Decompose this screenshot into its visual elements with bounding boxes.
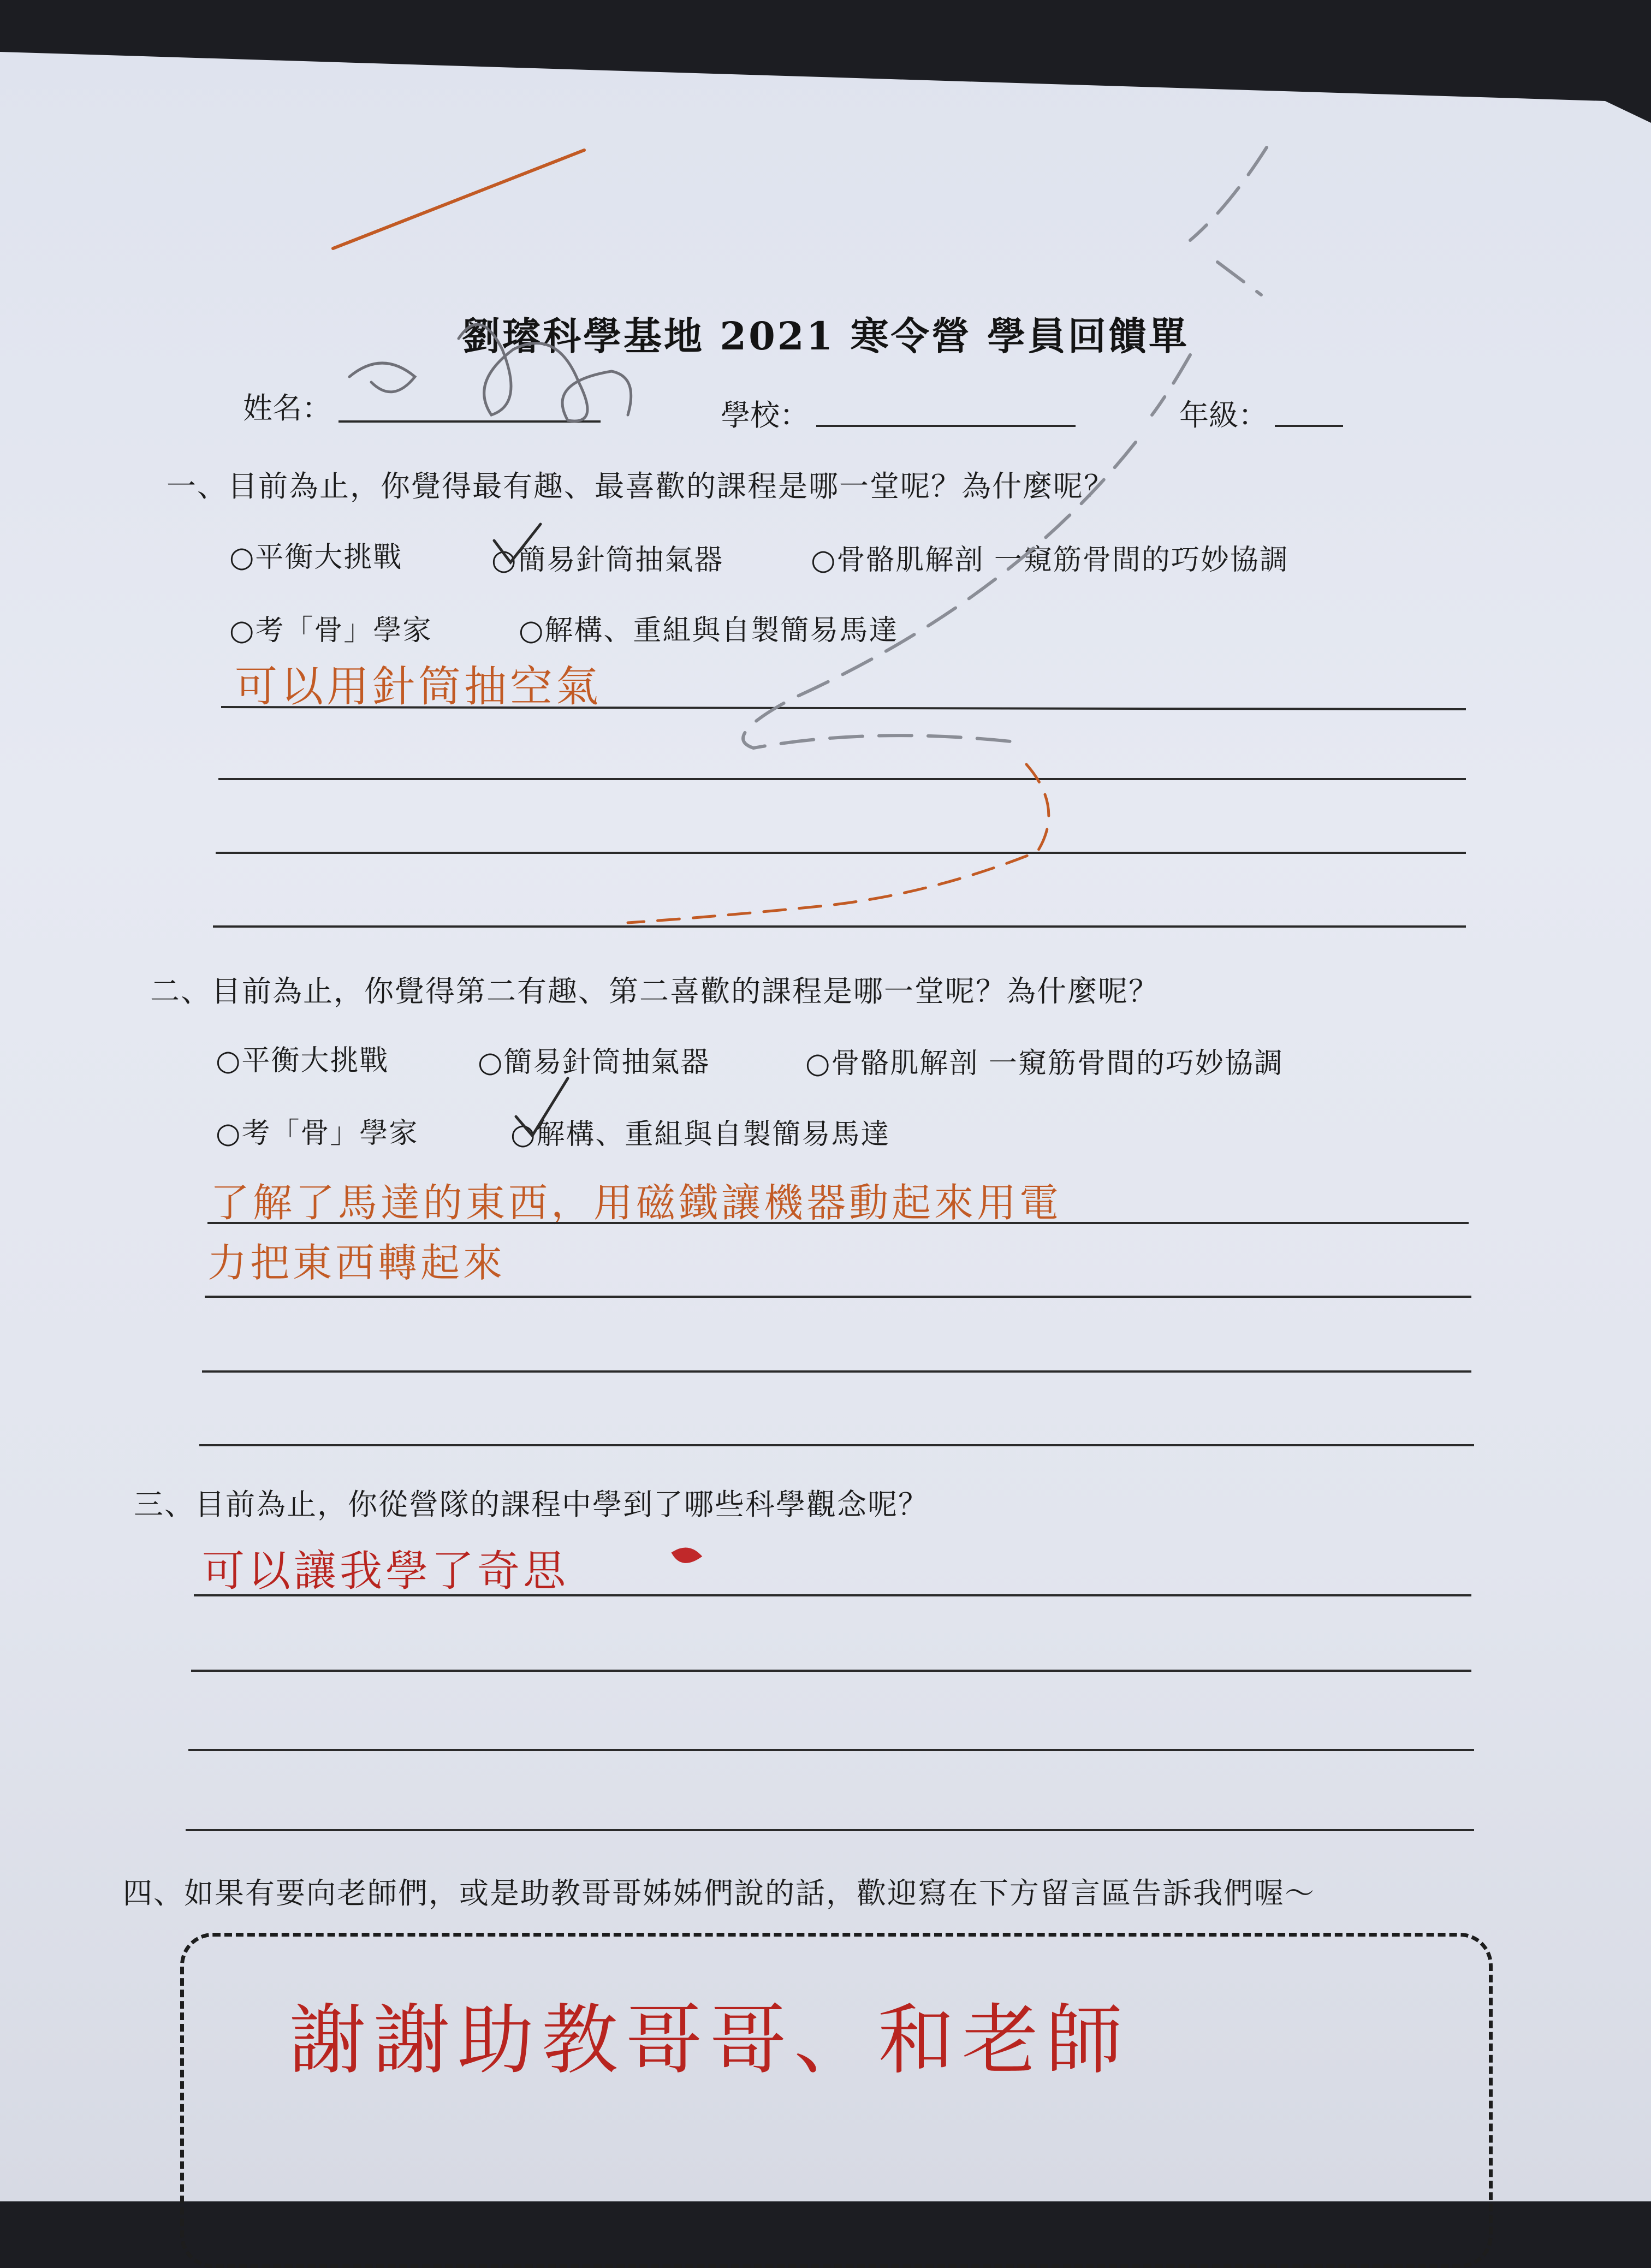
q3-answer-line-2 <box>191 1670 1471 1672</box>
q2-answer-line-1 <box>207 1222 1469 1224</box>
school-field-line <box>816 425 1076 427</box>
q2-option-motor: ○解構、重組與自製簡易馬達 <box>510 1118 890 1151</box>
message-handwritten: 謝謝助教哥哥、和老師 <box>289 1996 1131 2085</box>
q2-option-archaeology: ○考「骨」學家 <box>216 1117 419 1150</box>
q2-answer-line-2 <box>205 1296 1471 1298</box>
q1-option-anatomy: ○骨骼肌解剖 一窺筋骨間的巧妙協調 <box>811 544 1289 577</box>
q2-option-balance: ○平衡大挑戰 <box>216 1044 389 1077</box>
name-field-line <box>338 420 601 423</box>
q2-handwritten-answer-line2: 力把東西轉起來 <box>207 1240 506 1286</box>
question-1: 一、目前為止，你覺得最有趣、最喜歡的課程是哪一堂呢？為什麼呢？ <box>167 469 1114 503</box>
q3-answer-line-4 <box>186 1829 1474 1831</box>
question-3: 三、目前為止，你從營隊的課程中學到了哪些科學觀念呢？ <box>134 1487 929 1522</box>
q2-handwritten-answer-line1: 了解了馬達的東西，用磁鐵讓機器動起來用電 <box>210 1180 1062 1226</box>
form-title: 劉璿科學基地 2021 寒令營 學員回饋單 <box>462 313 1189 359</box>
q2-answer-line-4 <box>199 1444 1474 1446</box>
q1-option-archaeology: ○考「骨」學家 <box>229 614 432 647</box>
grade-field-line <box>1275 425 1343 427</box>
q1-option-syringe-pump: ○簡易針筒抽氣器 <box>491 544 724 577</box>
q1-answer-line-4 <box>213 925 1466 928</box>
q3-answer-line-3 <box>188 1749 1474 1751</box>
school-label: 學校： <box>721 398 809 432</box>
q3-handwritten-answer: 可以讓我學了奇思 <box>202 1547 569 1596</box>
q2-answer-line-3 <box>202 1370 1471 1373</box>
q2-option-anatomy: ○骨骼肌解剖 一窺筋骨間的巧妙協調 <box>805 1047 1284 1080</box>
q1-answer-line-3 <box>216 852 1466 854</box>
q1-option-motor: ○解構、重組與自製簡易馬達 <box>519 614 899 647</box>
q1-answer-line-2 <box>218 778 1466 780</box>
question-4: 四、如果有要向老師們，或是助教哥哥姊姊們說的話，歡迎寫在下方留言區告訴我們喔～ <box>123 1876 1315 1910</box>
name-label: 姓名： <box>243 391 331 425</box>
q1-option-balance: ○平衡大挑戰 <box>229 541 403 574</box>
question-2: 二、目前為止，你覺得第二有趣、第二喜歡的課程是哪一堂呢？為什麼呢？ <box>150 974 1159 1008</box>
q2-option-syringe-pump: ○簡易針筒抽氣器 <box>478 1046 710 1079</box>
q1-handwritten-answer: 可以用針筒抽空氣 <box>235 662 602 711</box>
q3-answer-line-1 <box>194 1594 1471 1596</box>
grade-label: 年級： <box>1179 398 1268 432</box>
